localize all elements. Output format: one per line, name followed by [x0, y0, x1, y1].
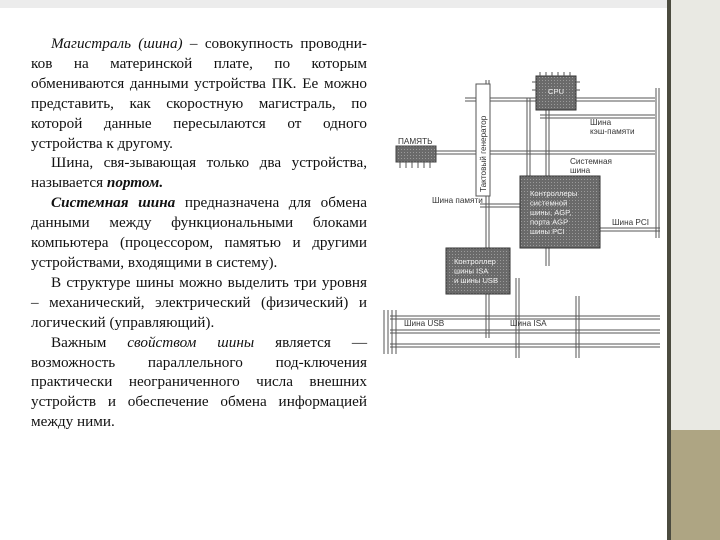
text-run: Шина, свя-зывающая только два устройства, называется: [31, 154, 367, 192]
bus-diagram-svg: [380, 68, 662, 363]
pci-bus-label: Шина PCI: [612, 218, 650, 227]
text-run: свойством шины: [127, 333, 255, 351]
memory-box: [396, 146, 436, 162]
label-line: и шины USB: [454, 276, 499, 285]
label-line: Контроллеры: [530, 189, 578, 198]
paragraph: [31, 34, 367, 153]
top-band: [0, 0, 720, 8]
paragraph: [31, 153, 367, 193]
text-run: В структуре шины можно выделить три уровня – механический, электрический (физический) и логический (управляющий).: [31, 273, 367, 331]
label-line: шины, AGP,: [530, 208, 572, 217]
paragraph: [31, 193, 367, 273]
label-line: порта AGP: [530, 217, 569, 227]
usb-bus-label: Шина USB: [404, 319, 445, 328]
text-run: портом.: [106, 174, 164, 192]
isa-bus-label: Шина ISA: [510, 319, 547, 328]
text-run: Магистраль (шина): [51, 35, 183, 52]
text-run: Важным: [51, 333, 128, 351]
label-line: Контроллер: [454, 257, 496, 266]
system-bus-label: [570, 157, 612, 175]
cpu-label: CPU: [548, 87, 565, 96]
text-run: Системная шина: [51, 194, 176, 212]
label-line: шина: [570, 166, 591, 175]
label-line: кэш-памяти: [590, 127, 635, 136]
label-line: системной: [530, 198, 568, 208]
label-line: шины ISA: [454, 266, 489, 276]
memory-label: ПАМЯТЬ: [398, 137, 433, 146]
body-text: [31, 34, 367, 432]
memory-pins: [400, 162, 430, 168]
label-line: Шина: [590, 118, 612, 127]
bus-diagram: [380, 68, 662, 363]
text-run: – совокупность проводни-ков на материнской плате, по которым обмениваются данными устройства ПК. Ее можно представить, как скоростную магистраль, по которой данные пересылаются от одного устройства к другому.: [31, 35, 367, 152]
clock-generator-label: Тактовый генератор: [479, 115, 488, 192]
memory-bus-label: Шина памяти: [432, 196, 483, 205]
right-rail-accent: [671, 430, 720, 540]
label-line: шины PCI: [530, 227, 565, 236]
paragraph: [31, 333, 367, 433]
cache-bus-label: [590, 118, 635, 136]
paragraph: [31, 273, 367, 333]
text-run: является — возможность параллельного под-ключения практически неограниченного числа внешних устройств и обеспечение обмена информацией между ними.: [31, 333, 368, 431]
text-run: предназначена для обмена данными между функциональными блоками компьютера (процессором, памятью и другими устройствами, входящими в систему).: [31, 194, 367, 271]
label-line: Системная: [570, 157, 612, 166]
